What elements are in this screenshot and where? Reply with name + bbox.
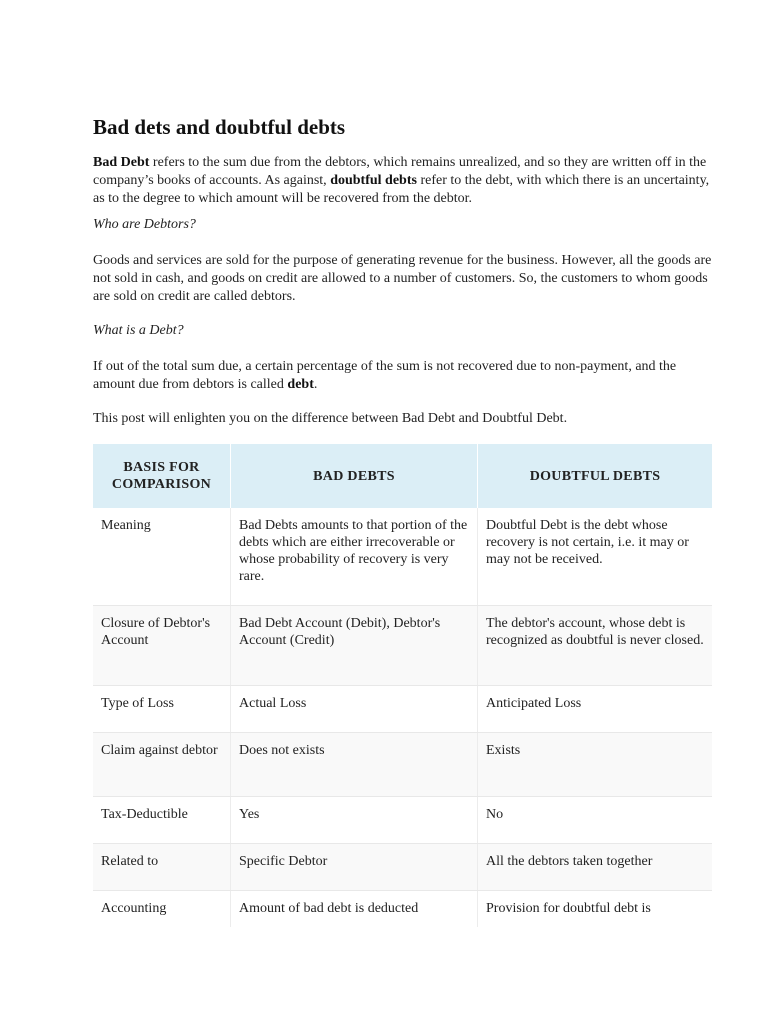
table-header-row: [93, 444, 712, 508]
cell-bad: Yes: [231, 796, 478, 843]
answer-debtors: Goods and services are sold for the purpose of generating revenue for the business. However, all the goods are not sold in cash, and goods on credit are allowed to a number of customers. So, the customers to whom goods are sold on credit are called debtors.: [93, 253, 712, 304]
header-basis: BASIS FOR COMPARISON: [93, 444, 231, 508]
table-row: [93, 796, 712, 843]
term-doubtful-debts: doubtful debts: [330, 173, 417, 188]
intro-text-2: refer to the debt, with which there is an uncertainty, as to the degree to which amount will be recovered from the debtor.: [93, 173, 710, 206]
cell-doubtful: The debtor's account, whose debt is recognized as doubtful is never closed.: [478, 605, 713, 685]
term-debt: debt: [287, 377, 314, 392]
cell-bad: Does not exists: [231, 732, 478, 796]
table-row: [93, 732, 712, 796]
table-row: [93, 843, 712, 890]
cell-bad: Specific Debtor: [231, 843, 478, 890]
table-row: [93, 508, 712, 605]
header-bad-debts: BAD DEBTS: [231, 444, 478, 508]
answer-debt: [93, 358, 713, 394]
cell-basis: Related to: [93, 843, 231, 890]
intro-text-1: refers to the sum due from the debtors, which remains unrealized, and so they are written off in the company’s books of accounts. As against,: [93, 155, 707, 188]
cell-bad: Bad Debt Account (Debit), Debtor's Account (Credit): [231, 605, 478, 685]
cell-basis: Tax-Deductible: [93, 796, 231, 843]
table-row: [93, 605, 712, 685]
table-row: [93, 890, 712, 927]
answer-debt-text: If out of the total sum due, a certain percentage of the sum is not recovered due to non-payment, and the amount due from debtors is called: [93, 359, 677, 392]
answer-debt-end: .: [313, 377, 318, 392]
document-page: [93, 114, 713, 927]
cell-basis: Type of Loss: [93, 685, 231, 732]
comparison-table: [93, 444, 712, 927]
question-debtors: Who are Debtors?: [93, 217, 196, 232]
cell-bad: Amount of bad debt is deducted: [231, 890, 478, 927]
cell-basis: Closure of Debtor's Account: [93, 605, 231, 685]
post-intro-line: This post will enlighten you on the difference between Bad Debt and Doubtful Debt.: [93, 411, 568, 426]
cell-doubtful: Anticipated Loss: [478, 685, 713, 732]
cell-doubtful: Exists: [478, 732, 713, 796]
cell-doubtful: All the debtors taken together: [478, 843, 713, 890]
cell-basis: Claim against debtor: [93, 732, 231, 796]
cell-basis: Accounting: [93, 890, 231, 927]
cell-bad: Bad Debts amounts to that portion of the debts which are either irrecoverable or whose probability of recovery is very rare.: [231, 508, 478, 605]
term-bad-debt: Bad Debt: [93, 155, 150, 170]
table-row: [93, 685, 712, 732]
header-doubtful-debts: DOUBTFUL DEBTS: [478, 444, 713, 508]
page-title: Bad dets and doubtful debts: [93, 115, 346, 139]
cell-doubtful: Doubtful Debt is the debt whose recovery is not certain, i.e. it may or may not be received.: [478, 508, 713, 605]
intro-paragraph: [93, 154, 713, 208]
cell-doubtful: No: [478, 796, 713, 843]
cell-basis: Meaning: [93, 508, 231, 605]
cell-bad: Actual Loss: [231, 685, 478, 732]
cell-doubtful: Provision for doubtful debt is: [486, 900, 651, 916]
question-debt: What is a Debt?: [93, 323, 184, 338]
